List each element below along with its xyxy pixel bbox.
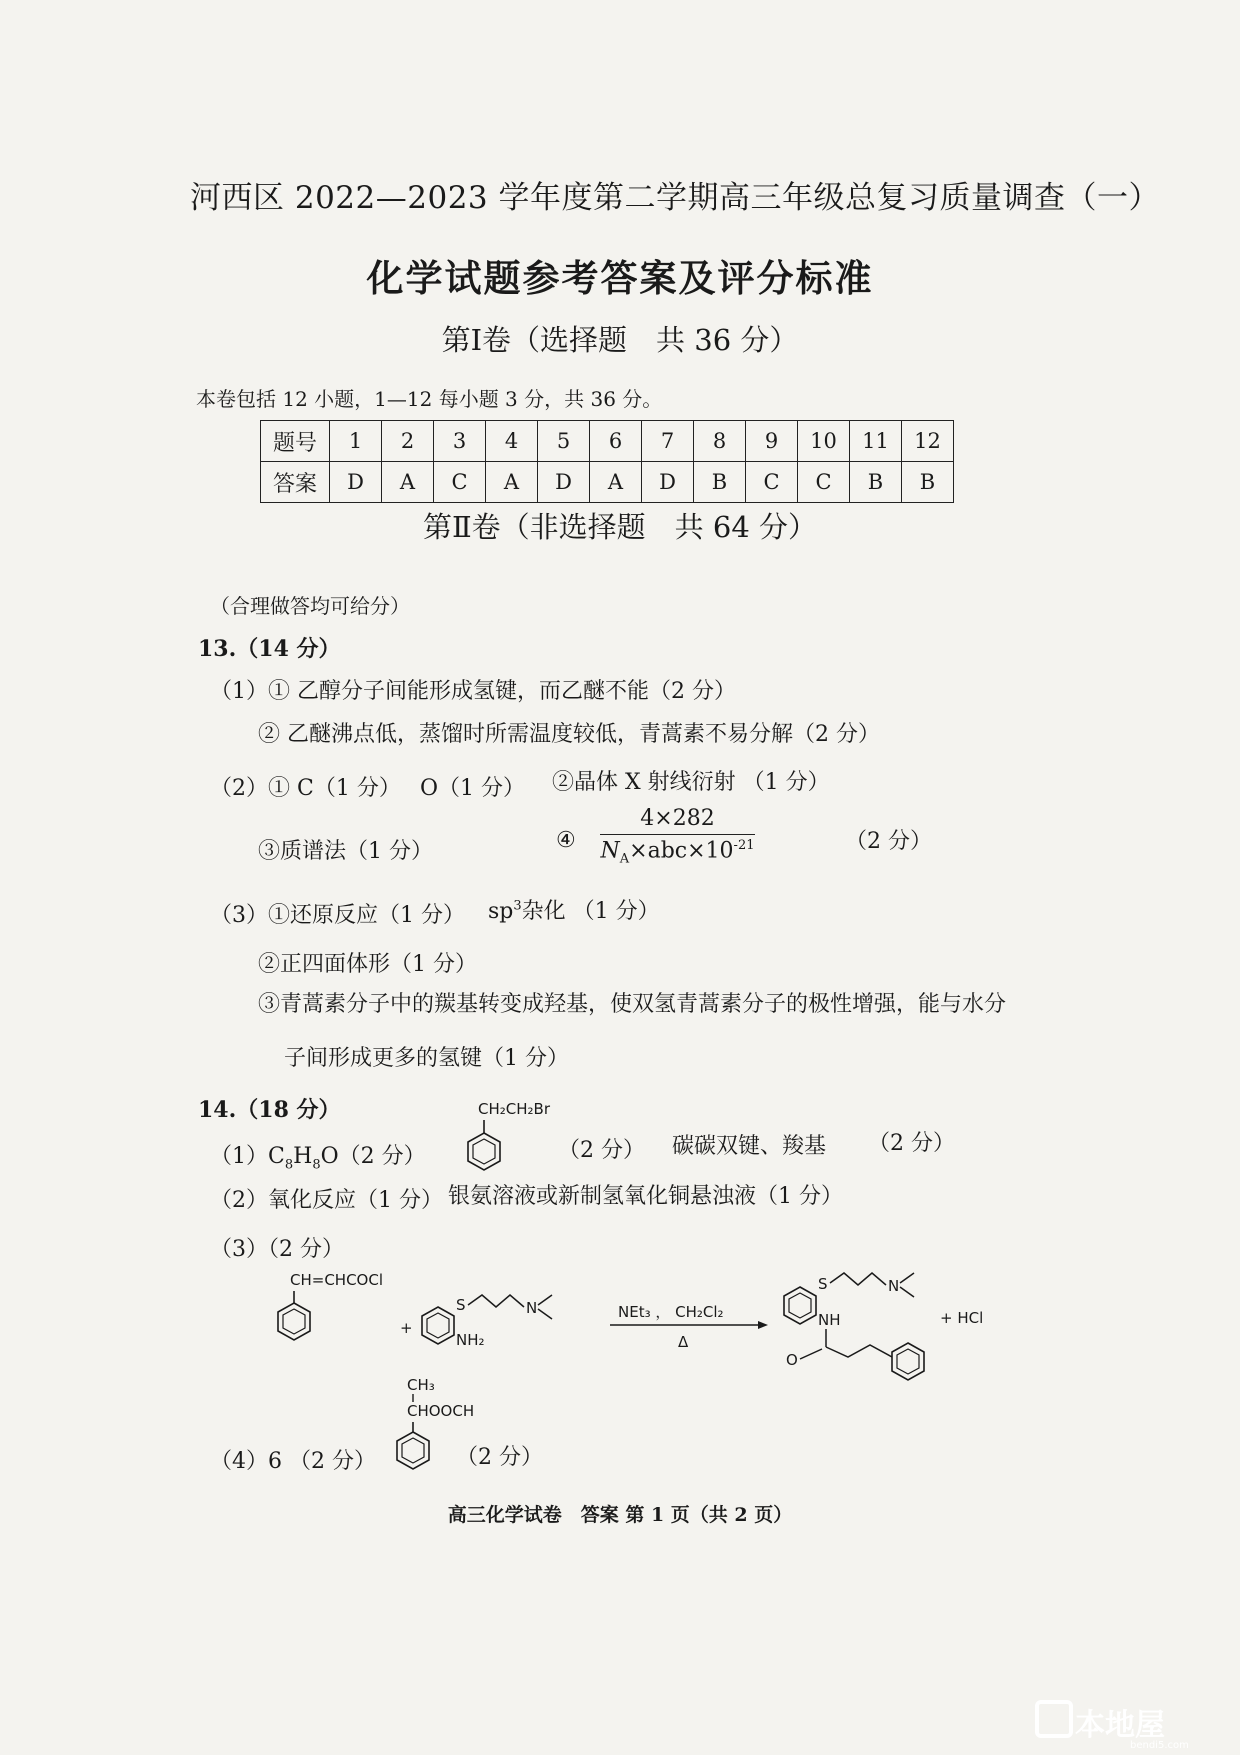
q13-part2-answer4-score: （2 分） — [845, 829, 932, 854]
product-nh-label: NH — [818, 1311, 841, 1329]
answer-table — [260, 420, 954, 503]
answer-cell: A — [590, 462, 642, 503]
methyl-bond — [538, 1309, 552, 1319]
exam-title: 河西区 2022—2023 学年度第二学期高三年级总复习质量调查（一） — [190, 180, 1160, 216]
q13-part2-answer2: ②晶体 X 射线衍射 （1 分） — [552, 770, 830, 795]
q14-title: 14.（18 分） — [198, 1097, 341, 1123]
plus-sign: + — [400, 1319, 413, 1337]
avogadro-subscript: A — [619, 851, 630, 867]
answer-cell: B — [694, 462, 746, 503]
arrow-head-icon — [758, 1321, 768, 1329]
question-number: 5 — [538, 421, 590, 462]
sulfur-label: S — [456, 1296, 466, 1314]
formula-sub2: 8 — [312, 1157, 321, 1173]
density-fraction — [600, 806, 755, 867]
question-number: 6 — [590, 421, 642, 462]
answer-cell: C — [434, 462, 486, 503]
q13-part1-answer2: ② 乙醚沸点低，蒸馏时所需温度较低，青蒿素不易分解（2 分） — [258, 722, 880, 747]
q13-part3-answer2: ②正四面体形（1 分） — [258, 952, 477, 977]
benzene-inner-ring-icon — [897, 1349, 919, 1374]
fraction-numerator: 4×282 — [600, 806, 755, 835]
scoring-note: （合理做答均可给分） — [210, 594, 410, 618]
benzene-inner-ring-icon — [283, 1309, 305, 1334]
alkyl-chain — [468, 1295, 524, 1307]
question-number: 9 — [746, 421, 798, 462]
benzene-inner-ring-icon — [473, 1139, 495, 1164]
cinnamoyl-chloride-label: CH=CHCOCl — [290, 1271, 383, 1289]
q13-part3-answer3-line1: ③青蒿素分子中的羰基转变成羟基，使双氢青蒿素分子的极性增强，能与水分 — [258, 992, 1007, 1017]
row-label-answer: 答案 — [261, 462, 330, 503]
answer-cell: C — [798, 462, 850, 503]
product-nitrogen-label: N — [888, 1277, 900, 1295]
hcl-byproduct: + HCl — [940, 1309, 984, 1327]
answer-cell: A — [486, 462, 538, 503]
q14-part4-structure-score: （2 分） — [456, 1445, 543, 1470]
house-logo-icon — [1035, 1700, 1073, 1738]
formula-o-score: O（2 分） — [320, 1144, 426, 1169]
q13-part3-answer3-line2: 子间形成更多的氢键（1 分） — [284, 1046, 569, 1071]
answer-cell: B — [850, 462, 902, 503]
q14-part1-functional-groups: 碳碳双键、羧基 — [672, 1134, 827, 1159]
formula-h: H — [293, 1144, 313, 1169]
avogadro-symbol: N — [600, 838, 620, 864]
q13-part3-hybridization — [488, 894, 660, 925]
benzene-inner-ring-icon — [402, 1438, 424, 1463]
question-number: 2 — [382, 421, 434, 462]
product-sulfur-label: S — [818, 1275, 828, 1293]
answer-cell: D — [330, 462, 382, 503]
nitrogen-label: N — [526, 1299, 538, 1317]
structure-substituent-label: CH₂CH₂Br — [478, 1100, 550, 1118]
page-footer: 高三化学试卷 答案 第 1 页（共 2 页） — [447, 1504, 793, 1526]
q14-part4-answer: （4）6 （2 分） — [210, 1449, 376, 1474]
part2-heading: 第Ⅱ卷（非选择题 共 64 分） — [422, 510, 818, 544]
answer-row — [261, 462, 954, 503]
q14-part1-formula — [210, 1139, 426, 1172]
answer-cell: A — [382, 462, 434, 503]
aromatic-inner-ring-icon — [789, 1293, 811, 1318]
q14-part2-answer1: （2）氧化反应（1 分） — [210, 1188, 443, 1213]
document-title: 化学试题参考答案及评分标准 — [366, 256, 874, 300]
reaction-conditions: NEt₃ ， CH₂Cl₂ — [618, 1303, 724, 1321]
q14-part1-structure-score: （2 分） — [558, 1138, 645, 1163]
reaction-scheme — [260, 1265, 1040, 1395]
row-label-number: 题号 — [261, 421, 330, 462]
amine-label: NH₂ — [456, 1331, 485, 1349]
answer-cell: D — [538, 462, 590, 503]
methyl-bond — [900, 1287, 914, 1297]
aromatic-inner-ring-icon — [427, 1313, 449, 1338]
q13-part2-answer3: ③质谱法（1 分） — [258, 839, 433, 864]
part1-intro: 本卷包括 12 小题，1—12 每小题 3 分，共 36 分。 — [196, 387, 663, 411]
question-number: 7 — [642, 421, 694, 462]
question-number: 8 — [694, 421, 746, 462]
denominator-exponent: -21 — [733, 838, 755, 853]
q13-part2-answer1b: O（1 分） — [420, 776, 526, 801]
sp-label: sp — [488, 899, 514, 924]
formula-c: （1）C — [210, 1144, 285, 1169]
denominator-rest: ×abc×10 — [629, 838, 734, 864]
carbonyl-bond — [800, 1349, 822, 1359]
q14-part1-groups-score: （2 分） — [868, 1131, 955, 1156]
watermark-url: bendi5.com — [1130, 1740, 1189, 1751]
question-number: 11 — [850, 421, 902, 462]
q13-title: 13.（14 分） — [198, 636, 341, 662]
q13-part2-answer1: （2）① C（1 分） — [210, 776, 401, 801]
carbonyl-oxygen-label: O — [786, 1351, 798, 1369]
alkene-chain — [826, 1345, 892, 1357]
sp-exponent: 3 — [513, 898, 522, 914]
fraction-denominator — [600, 835, 755, 867]
question-number: 4 — [486, 421, 538, 462]
methyl-label: CH₃ — [407, 1376, 435, 1394]
answer-cell: C — [746, 462, 798, 503]
question-number: 10 — [798, 421, 850, 462]
answer-cell: B — [902, 462, 954, 503]
methyl-bond — [538, 1295, 552, 1305]
heat-symbol: Δ — [678, 1333, 689, 1351]
product-alkyl-chain — [830, 1273, 886, 1285]
answer-cell: D — [642, 462, 694, 503]
ester-group-label: CHOOCH — [407, 1402, 475, 1420]
q13-part3-answer1: （3）①还原反应（1 分） — [210, 903, 465, 928]
hybridization-text: 杂化 （1 分） — [521, 899, 660, 924]
question-number: 1 — [330, 421, 382, 462]
formula-sub1: 8 — [284, 1157, 294, 1173]
question-number: 12 — [902, 421, 954, 462]
methyl-bond — [900, 1273, 914, 1283]
q13-part2-answer4-label: ④ — [556, 828, 576, 853]
question-number-row — [261, 421, 954, 462]
part1-heading: 第Ⅰ卷（选择题 共 36 分） — [441, 323, 799, 357]
q14-part3-title: （3）（2 分） — [210, 1237, 344, 1262]
q13-part1-answer1: （1）① 乙醇分子间能形成氢键，而乙醚不能（2 分） — [210, 679, 736, 704]
question-number: 3 — [434, 421, 486, 462]
q14-part2-answer2: 银氨溶液或新制氢氧化铜悬浊液（1 分） — [448, 1184, 843, 1209]
watermark-text: 本地屋 — [1075, 1708, 1165, 1743]
